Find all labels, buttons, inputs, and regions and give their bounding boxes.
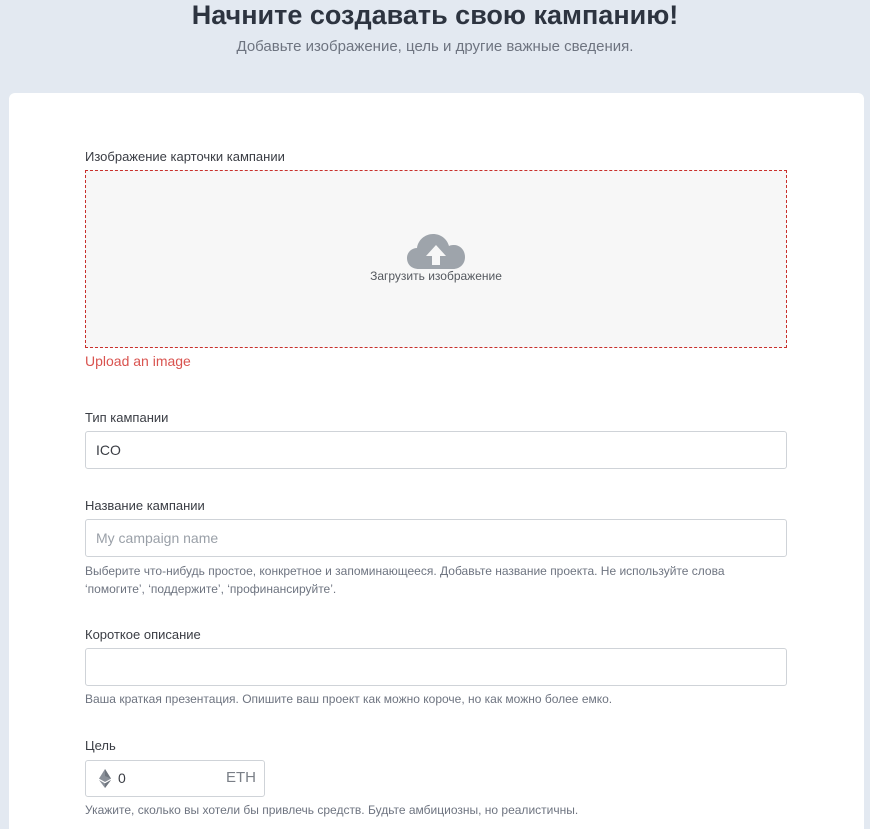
upload-image-text: Загрузить изображение <box>370 269 502 283</box>
image-field-label: Изображение карточки кампании <box>85 149 285 164</box>
campaign-type-value: ICO <box>96 442 121 458</box>
campaign-name-placeholder: My campaign name <box>96 530 219 546</box>
ethereum-icon <box>99 769 111 788</box>
image-error-message: Upload an image <box>85 353 191 369</box>
campaign-name-help: Выберите что-нибудь простое, конкретное и запоминающееся. Добавьте название проекта. Не используйте слова ‘помогите’, ‘поддержите’, ‘профинансируйте’. <box>85 564 725 596</box>
page-title: Начните создавать свою кампанию! <box>191 0 679 30</box>
goal-unit: ETH <box>226 769 256 786</box>
campaign-type-input[interactable] <box>85 431 787 469</box>
type-field-label: Тип кампании <box>85 410 169 425</box>
campaign-name-input[interactable] <box>85 519 787 557</box>
goal-value: 0 <box>118 770 126 786</box>
short-description-input[interactable] <box>85 648 787 686</box>
description-field-label: Короткое описание <box>85 627 201 642</box>
cloud-upload-icon <box>407 233 465 271</box>
name-field-label: Название кампании <box>85 498 205 513</box>
image-upload-dropzone[interactable] <box>85 170 787 348</box>
short-description-help: Ваша краткая презентация. Опишите ваш проект как можно короче, но как можно более емко. <box>85 692 613 706</box>
page-subtitle: Добавьте изображение, цель и другие важные сведения. <box>236 38 634 55</box>
goal-field-label: Цель <box>85 738 116 753</box>
goal-input[interactable] <box>85 760 265 797</box>
goal-help: Укажите, сколько вы хотели бы привлечь средств. Будьте амбициозны, но реалистичны. <box>85 803 579 817</box>
